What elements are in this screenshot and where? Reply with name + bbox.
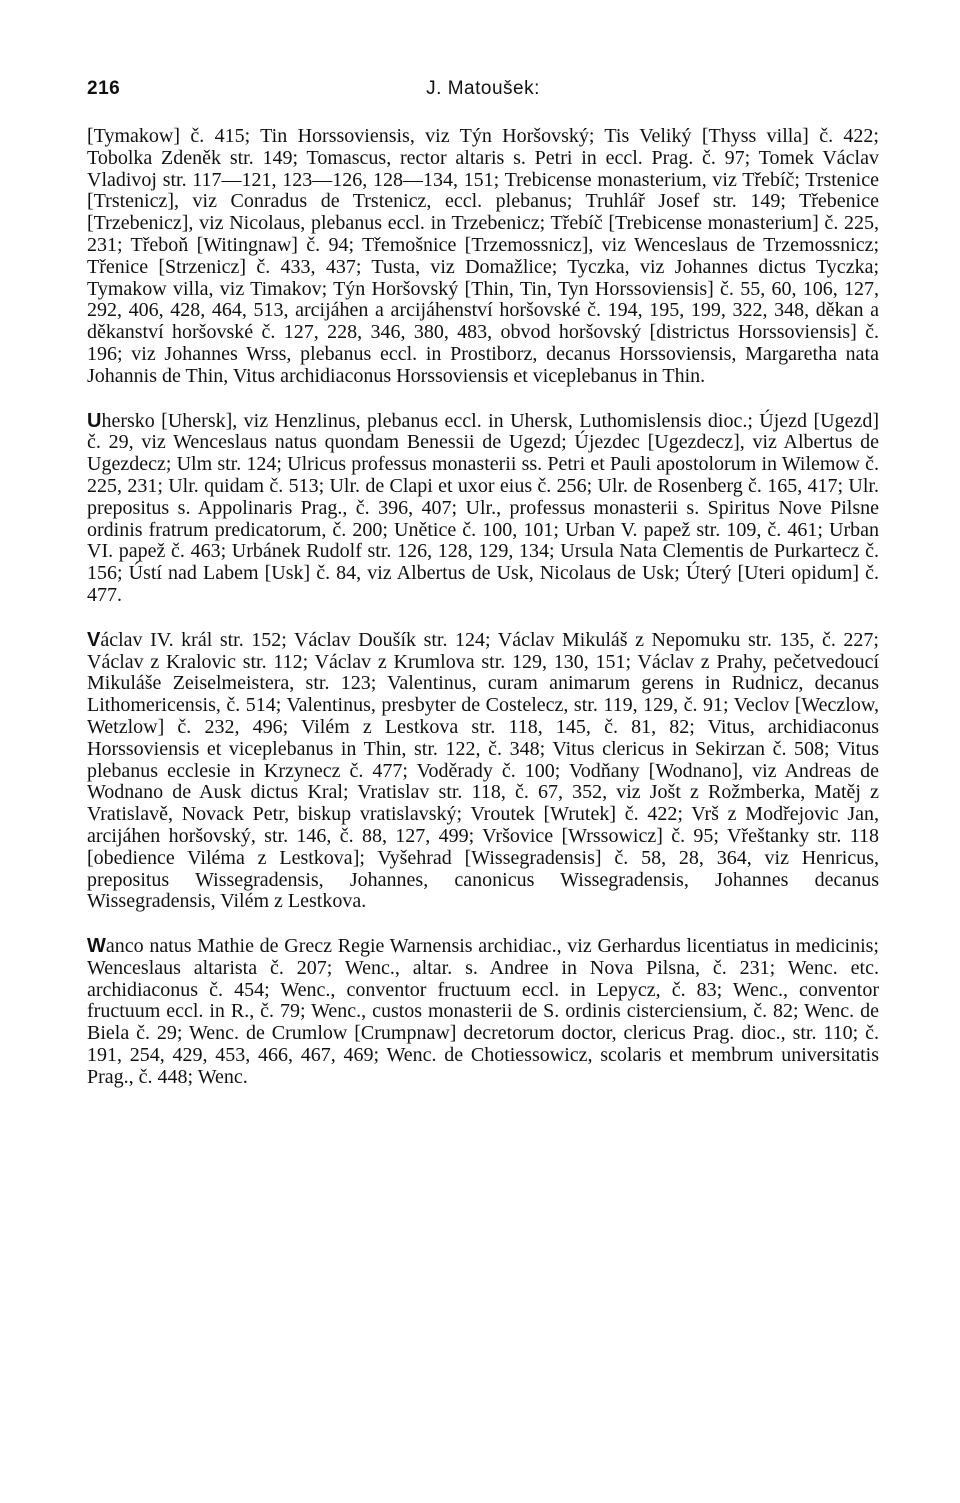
index-section-t-text: [Tymakow] č. 415; Tin Horssoviensis, viz Týn Horšovský; Tis Veliký [Thyss villa] č. 422; Tobolka Zdeněk str. 149; Tomascus, rector altaris s. Petri in eccl. Prag. č. 97; Tomek Václav Vladivoj str. 117—121, 123—126, 128—134, 151; Trebicense monasterium, viz Třebíč; Trstenice [Trstenicz], viz Conradus de Trstenicz, eccl. plebanus; Truhlář Josef str. 149; Třebenice [Trzebenicz], viz Nicolaus, plebanus eccl. in Trzebenicz; Třebíč [Trebicense monasterium] č. 225, 231; Třeboň [Witingnaw] č. 94; Třemošnice [Trzemossnicz], viz Wenceslaus de Trzemossnicz; Třenice [Strzenicz] č. 433, 437; Tusta, viz Domažlice; Tyczka, viz Johannes dictus Tyczka; Tymakow villa, viz Timakov; Týn Horšovský [Thin, Tin, Tyn Horssoviensis] č. 55, 60, 106, 127, 292, 406, 428, 464, 513, arcijáhen a arcijáhenství horšovské č. 194, 195, 199, 322, 348, děkan a děkanství horšovské č. 127, 228, 346, 380, 483, obvod horšovský [districtus Horssoviensis] č. 196; viz Johannes Wrss, plebanus eccl. in Prostiborz, decanus Horssoviensis, Margaretha nata Johannis de Thin, Vitus archidiaconus Horssoviensis et viceplebanus in Thin. (87, 125, 879, 387)
index-body (87, 126, 879, 1112)
index-section-w-text: anco natus Mathie de Grecz Regie Warnensis archidiac., viz Gerhardus licentiatus in medicinis; Wenceslaus altarista č. 207; Wenc., altar. s. Andree in Nova Pilsna, č. 231; Wenc. etc. archidiaconus č. 454; Wenc., conventor fructuum eccl. in Lepycz, č. 83; Wenc., conventor fructuum eccl. in R., č. 79; Wenc., custos monasterii de S. ordinis cisterciensium, č. 82; Wenc. de Biela č. 29; Wenc. de Crumlow [Crumpnaw] decretorum doctor, clericus Prag. dioc., str. 110; č. 191, 254, 429, 453, 466, 467, 469; Wenc. de Chotiessowicz, scolaris et membrum universitatis Prag., č. 448; Wenc. (87, 935, 879, 1088)
index-section-u-text: hersko [Uhersk], viz Henzlinus, plebanus eccl. in Uhersk, Luthomislensis dioc.; Újezd [Ugezd] č. 29, viz Wenceslaus natus quondam Benessii de Ugezd; Újezdec [Ugezdecz], viz Albertus de Ugezdecz; Ulm str. 124; Ulricus professus monasterii ss. Petri et Pauli apostolorum in Wilemow č. 225, 231; Ulr. quidam č. 513; Ulr. de Clapi et uxor eius č. 256; Ulr. de Rosenberg č. 165, 417; Ulr. prepositus s. Appolinaris Prag., č. 396, 407; Ulr., professus monasterii s. Spiritus Nove Pilsne ordinis fratrum predicatorum, č. 200; Unětice č. 100, 101; Urban V. papež str. 109, č. 461; Urban VI. papež č. 463; Urbánek Rudolf str. 126, 128, 129, 134; Ursula Nata Clementis de Purkartecz č. 156; Ústí nad Labem [Usk] č. 84, viz Albertus de Usk, Nicolaus de Usk; Úterý [Uteri opidum] č. 477. (87, 409, 879, 606)
index-section-v-text: áclav IV. král str. 152; Václav Doušík str. 124; Václav Mikuláš z Nepomuku str. 135, č. 227; Václav z Kralovic str. 112; Václav z Krumlova str. 129, 130, 151; Václav z Prahy, pečetvedoucí Mikuláše Zeiselmeistera, str. 123; Valentinus, curam animarum gerens in Rudnicz, decanus Lithomericensis, č. 514; Valentinus, presbyter de Costelecz, str. 119, 129, č. 91; Veclov [Weczlow, Wetzlow] č. 232, 496; Vilém z Lestkova str. 118, 145, č. 81, 82; Vitus, archidiaconus Horssoviensis et viceplebanus in Thin, str. 122, č. 348; Vitus clericus in Sekirzan č. 508; Vitus plebanus ecclesie in Krzynecz č. 477; Voděrady č. 100; Vodňany [Wodnano], viz Andreas de Wodnano de Ausk dictus Kral; Vratislav str. 118, č. 67, 352, viz Jošt z Rožmberka, Matěj z Vratislavě, Novack Petr, biskup vratislavský; Vroutek [Wrutek] č. 422; Vrš z Modřejovic Jan, arcijáhen horšovský, str. 146, č. 88, 127, 499; Vršovice [Wrssowicz] č. 95; Vřeštanky str. 118 [obedience Viléma z Lestkova]; Vyšehrad [Wissegradensis] č. 58, 28, 364, viz Henricus, prepositus Wissegradensis, Johannes, canonicus Wissegradensis, Johannes decanus Wissegradensis, Vilém z Lestkova. (87, 628, 879, 913)
index-section-t (87, 126, 879, 388)
page-number: 216 (87, 78, 121, 99)
section-initial-u: U (87, 409, 102, 432)
index-section-v (87, 630, 879, 913)
section-initial-v: V (87, 628, 101, 651)
running-title: J. Matoušek: (426, 78, 540, 99)
index-section-u (87, 411, 879, 607)
page-header (87, 78, 879, 108)
index-section-w (87, 936, 879, 1089)
section-initial-w: W (87, 935, 106, 958)
